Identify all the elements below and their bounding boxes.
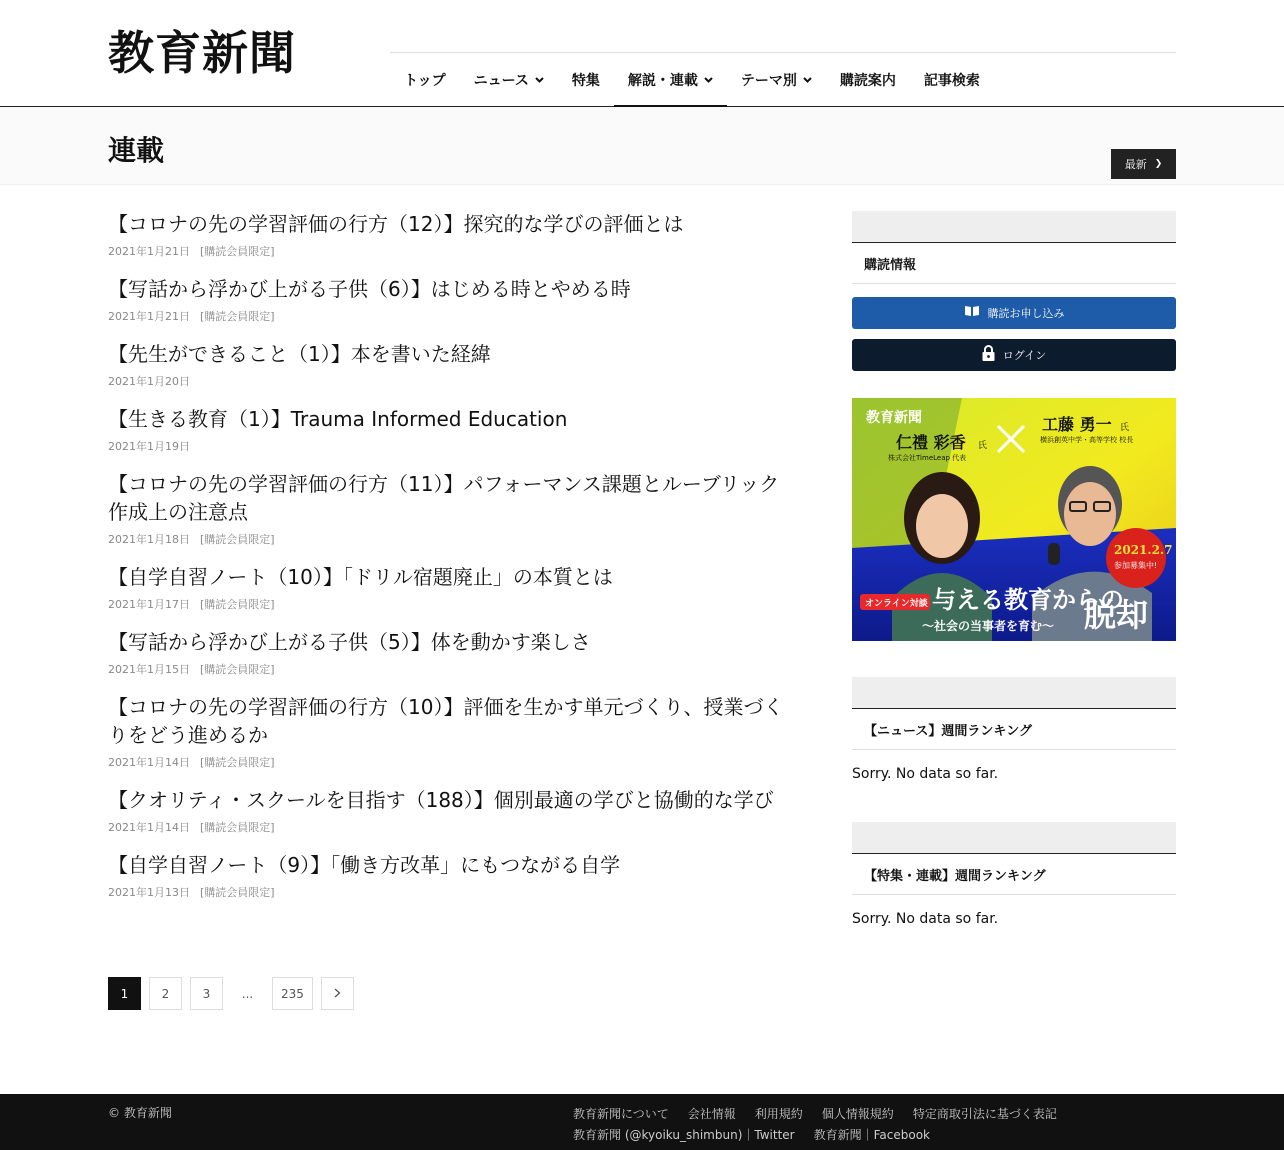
pagination — [108, 977, 362, 1010]
nav-item[interactable] — [826, 53, 910, 107]
article-date: 2021年1月14日 — [108, 821, 190, 834]
article-title-link[interactable]: 【コロナの先の学習評価の行方（10）】評価を生かす単元づくり、授業づくりをどう進めるか — [108, 695, 784, 747]
member-only-badge: [購読会員限定] — [200, 756, 275, 769]
nav-item[interactable] — [460, 53, 558, 107]
member-only-badge: [購読会員限定] — [200, 821, 275, 834]
footer-link[interactable]: 特定商取引法に基づく表記 — [912, 1107, 1057, 1121]
article-date: 2021年1月13日 — [108, 886, 190, 899]
banner-guest2-org: 横浜創英中学・高等学校 校長 — [1040, 436, 1134, 444]
list-item — [108, 210, 798, 259]
article-list — [108, 210, 798, 916]
title-band — [0, 107, 1284, 185]
banner-subline: 〜社会の当事者を育む〜 — [922, 619, 1055, 633]
sort-select[interactable] — [1111, 149, 1176, 179]
article-title-link[interactable]: 【写話から浮かび上がる子供（5）】体を動かす楽しさ — [108, 630, 591, 654]
banner-recruit: 参加募集中! — [1114, 561, 1158, 570]
article-meta — [108, 310, 798, 324]
nav-item-label: ニュース — [473, 73, 529, 89]
pagination-ellipsis: ... — [241, 986, 254, 1001]
member-only-badge: [購読会員限定] — [200, 598, 275, 611]
article-date: 2021年1月14日 — [108, 756, 190, 769]
nav-item-label: トップ — [404, 73, 446, 89]
article-meta — [108, 245, 798, 259]
page-title: 連載 — [108, 134, 165, 167]
banner-guest2-name: 工藤 勇一 — [1042, 415, 1112, 434]
article-meta — [108, 533, 798, 547]
subscribe-button-label: 購読お申し込み — [987, 307, 1065, 320]
event-banner-graphic — [852, 398, 1176, 641]
banner-guest2-suffix: 氏 — [1120, 423, 1130, 433]
article-date: 2021年1月19日 — [108, 440, 190, 453]
nav-item[interactable] — [727, 53, 826, 107]
list-item — [108, 693, 798, 770]
footer-link[interactable]: 個人情報規約 — [821, 1107, 894, 1121]
list-item — [108, 275, 798, 324]
banner-guest1-suffix: 氏 — [978, 441, 988, 451]
login-button[interactable] — [852, 339, 1176, 371]
banner-headline: 与える教育からの — [932, 585, 1124, 614]
banner-guest1-name: 仁禮 彩香 — [896, 433, 966, 452]
article-meta — [108, 375, 798, 389]
widget-header-bar — [852, 822, 1176, 854]
nav-item[interactable] — [390, 53, 460, 107]
page-button[interactable]: 2 — [149, 977, 182, 1010]
widget-header-bar — [852, 211, 1176, 243]
article-title-link[interactable]: 【写話から浮かび上がる子供（6）】はじめる時とやめる時 — [108, 277, 631, 301]
article-date: 2021年1月15日 — [108, 663, 190, 676]
chevron-down-icon — [704, 75, 713, 86]
sidebar — [852, 211, 1176, 927]
banner-headline2: 脱却 — [1084, 596, 1149, 634]
main-nav — [390, 52, 1176, 106]
article-meta — [108, 821, 798, 835]
sort-select-label: 最新 — [1124, 158, 1147, 171]
page-button[interactable]: 1 — [108, 977, 141, 1010]
event-banner[interactable] — [852, 398, 1176, 641]
article-meta — [108, 886, 798, 900]
nav-item[interactable] — [614, 53, 727, 107]
list-item — [108, 470, 798, 547]
news-ranking-heading: 【ニュース】週間ランキング — [852, 709, 1176, 750]
nav-item-label: 購読案内 — [839, 73, 896, 89]
lock-icon — [982, 345, 995, 365]
list-item — [108, 851, 798, 900]
site-footer — [0, 1094, 1284, 1150]
feature-ranking-heading: 【特集・連載】週間ランキング — [852, 854, 1176, 895]
footer-links — [573, 1104, 1076, 1146]
member-only-badge: [購読会員限定] — [200, 310, 275, 323]
news-ranking-empty: Sorry. No data so far. — [852, 766, 999, 782]
list-item — [108, 628, 798, 677]
footer-link[interactable]: 教育新聞について — [573, 1107, 669, 1121]
member-only-badge: [購読会員限定] — [200, 245, 275, 258]
article-title-link[interactable]: 【自学自習ノート（10）】「ドリル宿題廃止」の本質とは — [108, 565, 613, 589]
page-button[interactable]: 3 — [190, 977, 223, 1010]
article-title-link[interactable]: 【生きる教育（1）】Trauma Informed Education — [108, 407, 568, 431]
list-item — [108, 563, 798, 612]
chevron-down-icon: ❯ — [1154, 159, 1163, 169]
footer-links-row — [573, 1104, 1076, 1125]
list-item — [108, 786, 798, 835]
article-meta — [108, 440, 798, 454]
site-logo[interactable]: 教育新聞 — [108, 26, 296, 80]
banner-guest1-org: 株式会社TimeLeap 代表 — [888, 454, 967, 462]
book-icon — [964, 305, 980, 321]
banner-tag: オンライン対談 — [865, 599, 928, 609]
article-title-link[interactable]: 【クオリティ・スクールを目指す（188）】個別最適の学びと協働的な学び — [108, 788, 774, 812]
footer-link[interactable]: 教育新聞｜Facebook — [813, 1128, 930, 1142]
list-item — [108, 405, 798, 454]
article-title-link[interactable]: 【コロナの先の学習評価の行方（12）】探究的な学びの評価とは — [108, 212, 684, 236]
article-date: 2021年1月17日 — [108, 598, 190, 611]
article-meta — [108, 663, 798, 677]
article-meta — [108, 756, 798, 770]
nav-item-label: テーマ別 — [740, 73, 797, 89]
footer-link[interactable]: 利用規約 — [754, 1107, 803, 1121]
login-button-label: ログイン — [1002, 349, 1047, 362]
article-title-link[interactable]: 【コロナの先の学習評価の行方（11）】パフォーマンス課題とルーブリック作成上の注意点 — [108, 472, 780, 524]
subscription-heading: 購読情報 — [852, 243, 1176, 284]
article-date: 2021年1月18日 — [108, 533, 190, 546]
footer-link[interactable]: 会社情報 — [687, 1107, 736, 1121]
nav-item-label: 記事検索 — [923, 73, 980, 89]
site-header — [0, 0, 1284, 107]
article-meta — [108, 598, 798, 612]
chevron-down-icon — [803, 75, 812, 86]
article-date: 2021年1月21日 — [108, 245, 190, 258]
widget-header-bar — [852, 677, 1176, 709]
nav-item-label: 特集 — [571, 73, 600, 89]
article-title-link[interactable]: 【先生ができること（1）】本を書いた経緯 — [108, 342, 491, 366]
feature-ranking-empty: Sorry. No data so far. — [852, 911, 999, 927]
article-date: 2021年1月20日 — [108, 375, 190, 388]
page-button-last[interactable]: 235 — [272, 977, 313, 1010]
member-only-badge: [購読会員限定] — [200, 533, 275, 546]
subscribe-button[interactable] — [852, 297, 1176, 329]
nav-item[interactable] — [558, 53, 614, 107]
chevron-down-icon — [535, 75, 544, 86]
banner-brand: 教育新聞 — [866, 410, 922, 426]
nav-item-label: 解説・連載 — [627, 73, 698, 89]
nav-item[interactable] — [910, 53, 994, 107]
article-date: 2021年1月21日 — [108, 310, 190, 323]
member-only-badge: [購読会員限定] — [200, 663, 275, 676]
footer-link[interactable]: 教育新聞 (@kyoiku_shimbun)｜Twitter — [573, 1128, 795, 1142]
chevron-right-icon — [334, 987, 341, 1001]
list-item — [108, 340, 798, 389]
banner-date: 2021.2.7 — [1114, 543, 1173, 557]
footer-links-row — [573, 1125, 1076, 1146]
member-only-badge: [購読会員限定] — [200, 886, 275, 899]
article-title-link[interactable]: 【自学自習ノート（9）】「働き方改革」にもつながる自学 — [108, 853, 621, 877]
next-page-button[interactable] — [321, 977, 354, 1010]
copyright: © 教育新聞 — [108, 1106, 172, 1120]
